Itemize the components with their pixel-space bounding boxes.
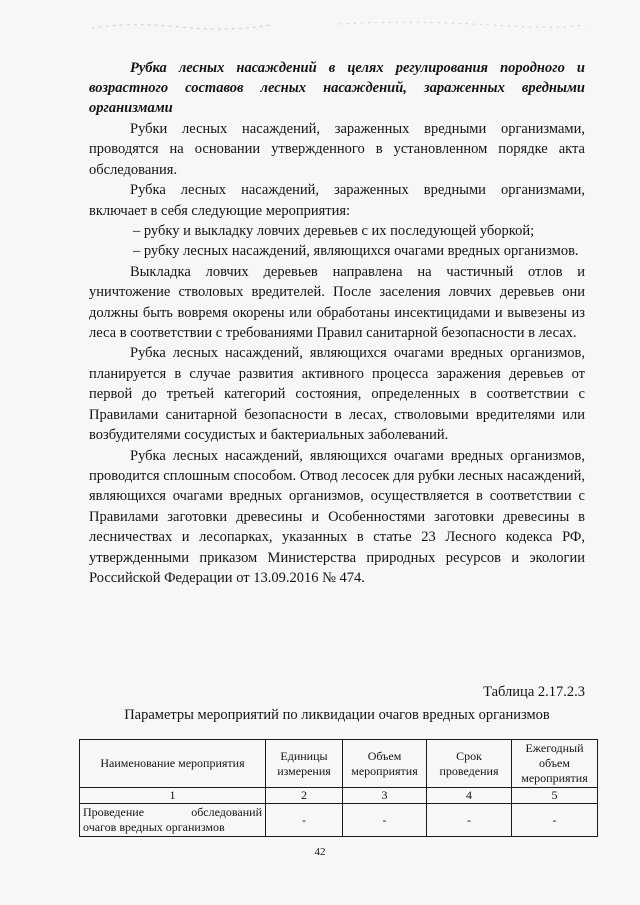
scan-artifact [90,16,590,34]
column-number: 5 [512,788,598,804]
table-cell: - [427,804,512,837]
list-item: – рубку и выкладку ловчих деревьев с их последующей уборкой; [133,223,535,240]
paragraph: Рубка лесных насаждений, зараженных вредными организмами, включает в себя следующие мероприятия: [89,182,585,219]
table-number: Таблица 2.17.2.3 [483,684,585,700]
body-text [89,119,585,588]
table-row [80,804,598,837]
table-cell: - [266,804,343,837]
table-column-number-row [80,788,598,804]
table-header-cell: Ежегодный объем мероприятия [512,740,598,788]
column-number: 3 [343,788,427,804]
table-header-cell: Объем мероприятия [343,740,427,788]
column-number: 4 [427,788,512,804]
section-heading: Рубка лесных насаждений в целях регулирования породного и возрастного составов лесных насаждений, зараженных вредными организмами [89,60,585,116]
activity-name-line: очагов вредных организмов [83,820,225,834]
column-number: 2 [266,788,343,804]
table-title: Параметры мероприятий по ликвидации очагов вредных организмов [124,707,550,723]
table-header-cell: Срок проведения [427,740,512,788]
list-item: – рубку лесных насаждений, являющихся очагами вредных организмов. [133,243,579,260]
table-cell: - [512,804,598,837]
table-header-cell: Наименование мероприятия [80,740,266,788]
page-number: 42 [314,846,326,858]
column-number: 1 [80,788,266,804]
paragraph: Рубки лесных насаждений, зараженных вредными организмами, проводятся на основании утвержденного в установленном порядке акта обследования. [89,121,585,178]
paragraph: Выкладка ловчих деревьев направлена на частичный отлов и уничтожение стволовых вредителей. После заселения ловчих деревьев они должны быть вовремя окорены или обработаны инсектицидами и вывезены из леса в соответствии с требованиями Правил санитарной безопасности в лесах. [89,263,585,342]
activity-name-line: Проведение обследований [83,805,262,819]
table-header-cell: Единицы измерения [266,740,343,788]
paragraph: Рубка лесных насаждений, являющихся очагами вредных организмов, проводится сплошным способом. Отвод лесосек для рубки лесных насаждений, являющихся очагами вредных организмов, осуществляется в соответствии с Правилами заготовки древесины и Особенностями заготовки древесины в лесничествах и лесопарках, указанных в статье 23 Лесного кодекса РФ, утвержденными приказом Министерства природных ресурсов и экологии Российской Федерации от 13.09.2016 № 474. [89,447,585,586]
table-cell: - [343,804,427,837]
paragraph: Рубка лесных насаждений, являющихся очагами вредных организмов, планируется в случае развития активного процесса заражения деревьев от первой до третьей категорий состояния, определенных в соответствии с Правилами санитарной безопасности в лесах, стволовыми вредителями или возбудителями сосудистых и бактериальных заболеваний. [89,345,585,444]
table-header-row [80,740,598,788]
parameters-table [79,739,598,837]
activity-name-cell [80,804,266,837]
